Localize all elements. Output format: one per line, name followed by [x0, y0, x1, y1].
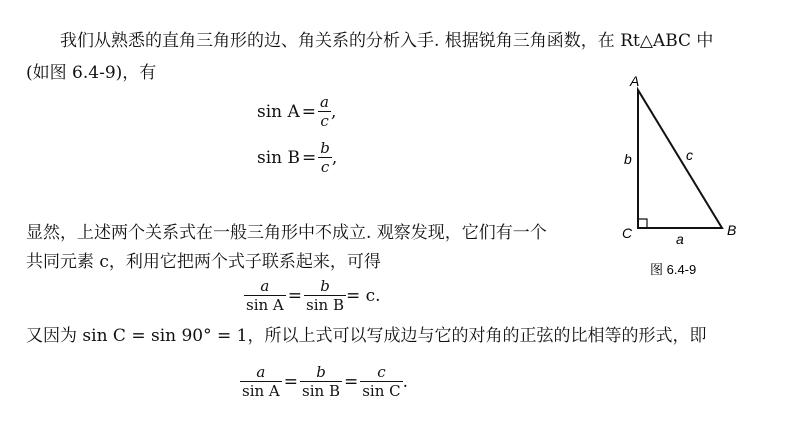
paragraph-1-line-2: (如图 6.4-9)，有	[26, 63, 157, 83]
right-angle-marker	[638, 219, 647, 228]
eq4-fraction-c	[360, 364, 402, 400]
eq4-denominator-sin-b: sin B	[302, 382, 340, 400]
eq3-numerator-b: b	[320, 277, 330, 295]
eq1-fraction	[318, 94, 331, 130]
eq1-equals: =	[301, 102, 317, 122]
eq4-period: .	[402, 372, 409, 392]
eq4-equals-2: =	[343, 372, 359, 392]
equation-ratio-equals-c	[244, 278, 381, 314]
paragraph-1-line-1: 我们从熟悉的直角三角形的边、角关系的分析入手. 根据锐角三角函数，在 Rt△ABC 中	[60, 31, 714, 51]
equation-sin-b	[257, 140, 337, 176]
eq3-fraction-a	[244, 278, 286, 314]
eq3-numerator-a: a	[260, 277, 270, 295]
eq2-fraction	[318, 140, 332, 176]
eq1-comma: ,	[331, 102, 337, 122]
eq4-numerator-b: b	[316, 363, 326, 381]
equation-law-of-sines	[240, 364, 408, 400]
side-b-label: b	[624, 151, 632, 167]
vertex-b-label: B	[727, 222, 737, 238]
eq4-denominator-sin-c: sin C	[362, 382, 401, 400]
eq2-lhs: sin B	[257, 148, 301, 168]
eq1-denominator: c	[318, 111, 331, 130]
eq3-fraction-b	[304, 278, 346, 314]
vertex-a-label: A	[630, 73, 640, 89]
paragraph-2-line-2: 共同元素 c，利用它把两个式子联系起来，可得	[26, 252, 381, 272]
eq4-equals-1: =	[283, 372, 299, 392]
paragraph-2-line-1: 显然，上述两个关系式在一般三角形中不成立. 观察发现，它们有一个	[26, 223, 547, 243]
right-triangle-figure	[600, 60, 780, 290]
eq4-fraction-a	[240, 364, 282, 400]
eq4-numerator-a: a	[256, 363, 266, 381]
eq3-tail: = c.	[345, 286, 381, 306]
eq2-numerator: b	[320, 139, 330, 157]
eq4-fraction-b	[300, 364, 342, 400]
eq2-denominator: c	[318, 157, 332, 176]
figure-caption: 图 6.4-9	[650, 262, 697, 277]
eq1-lhs: sin A	[257, 102, 300, 122]
equation-sin-a	[257, 94, 336, 130]
eq2-equals: =	[302, 148, 317, 168]
eq3-equals: =	[287, 286, 303, 306]
eq2-comma: ,	[331, 148, 338, 168]
eq4-numerator-c: c	[377, 363, 386, 381]
eq3-denominator-sin-b: sin B	[306, 296, 344, 314]
eq1-numerator: a	[320, 93, 329, 111]
paragraph-3-line-1: 又因为 sin C = sin 90° = 1，所以上式可以写成边与它的对角的正弦的比相等的形式，即	[26, 326, 707, 346]
eq4-denominator-sin-a: sin A	[242, 382, 280, 400]
vertex-c-label: C	[622, 225, 633, 241]
side-a-label: a	[676, 231, 684, 247]
triangle-abc	[638, 90, 722, 228]
side-c-label: c	[686, 147, 693, 163]
eq3-denominator-sin-a: sin A	[246, 296, 284, 314]
